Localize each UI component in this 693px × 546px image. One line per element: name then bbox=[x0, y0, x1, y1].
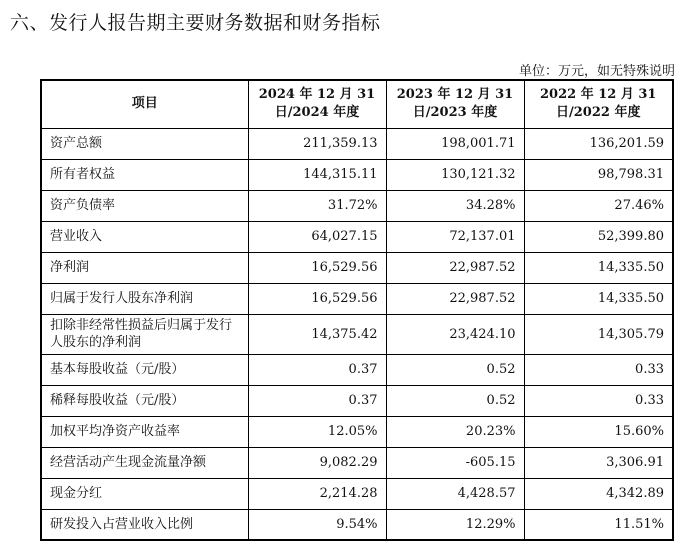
page-title: 六、发行人报告期主要财务数据和财务指标 bbox=[10, 12, 381, 34]
value-2024: 0.37 bbox=[248, 385, 386, 416]
value-2023: -605.15 bbox=[386, 447, 524, 478]
value-2023: 20.23% bbox=[386, 416, 524, 447]
value-2022: 52,399.80 bbox=[524, 221, 673, 252]
table-row bbox=[41, 447, 673, 478]
row-label: 所有者权益 bbox=[41, 159, 248, 190]
table-row bbox=[41, 354, 673, 385]
table-row bbox=[41, 252, 673, 283]
value-2024: 31.72% bbox=[248, 190, 386, 221]
value-2024: 16,529.56 bbox=[248, 283, 386, 314]
row-label: 研发投入占营业收入比例 bbox=[41, 509, 248, 540]
row-label: 营业收入 bbox=[41, 221, 248, 252]
table-row bbox=[41, 416, 673, 447]
value-2023: 23,424.10 bbox=[386, 314, 524, 354]
header-2022: 2022 年 12 月 31 日/2022 年度 bbox=[524, 80, 673, 128]
value-2024: 9.54% bbox=[248, 509, 386, 540]
row-label: 经营活动产生现金流量净额 bbox=[41, 447, 248, 478]
value-2023: 0.52 bbox=[386, 385, 524, 416]
value-2024: 14,375.42 bbox=[248, 314, 386, 354]
table-header-row bbox=[41, 80, 673, 128]
value-2023: 4,428.57 bbox=[386, 478, 524, 509]
financial-table bbox=[40, 79, 674, 541]
table-row bbox=[41, 159, 673, 190]
value-2023: 12.29% bbox=[386, 509, 524, 540]
value-2022: 136,201.59 bbox=[524, 128, 673, 159]
value-2022: 3,306.91 bbox=[524, 447, 673, 478]
value-2022: 0.33 bbox=[524, 385, 673, 416]
value-2023: 0.52 bbox=[386, 354, 524, 385]
row-label: 资产总额 bbox=[41, 128, 248, 159]
value-2022: 0.33 bbox=[524, 354, 673, 385]
value-2024: 16,529.56 bbox=[248, 252, 386, 283]
value-2022: 11.51% bbox=[524, 509, 673, 540]
value-2024: 211,359.13 bbox=[248, 128, 386, 159]
table-row bbox=[41, 478, 673, 509]
table-row bbox=[41, 385, 673, 416]
value-2022: 14,335.50 bbox=[524, 252, 673, 283]
value-2024: 64,027.15 bbox=[248, 221, 386, 252]
value-2023: 22,987.52 bbox=[386, 252, 524, 283]
row-label: 扣除非经常性损益后归属于发行人股东的净利润 bbox=[41, 314, 248, 354]
header-2023: 2023 年 12 月 31 日/2023 年度 bbox=[386, 80, 524, 128]
row-label: 现金分红 bbox=[41, 478, 248, 509]
table-row bbox=[41, 509, 673, 540]
header-item: 项目 bbox=[41, 80, 248, 128]
unit-note: 单位：万元，如无特殊说明 bbox=[518, 64, 675, 79]
value-2022: 14,335.50 bbox=[524, 283, 673, 314]
table-row bbox=[41, 190, 673, 221]
value-2023: 198,001.71 bbox=[386, 128, 524, 159]
value-2022: 27.46% bbox=[524, 190, 673, 221]
header-2024: 2024 年 12 月 31 日/2024 年度 bbox=[248, 80, 386, 128]
value-2024: 0.37 bbox=[248, 354, 386, 385]
row-label: 归属于发行人股东净利润 bbox=[41, 283, 248, 314]
value-2023: 34.28% bbox=[386, 190, 524, 221]
table-row bbox=[41, 283, 673, 314]
value-2022: 14,305.79 bbox=[524, 314, 673, 354]
value-2024: 12.05% bbox=[248, 416, 386, 447]
value-2024: 144,315.11 bbox=[248, 159, 386, 190]
row-label: 稀释每股收益（元/股） bbox=[41, 385, 248, 416]
value-2023: 22,987.52 bbox=[386, 283, 524, 314]
table-row bbox=[41, 221, 673, 252]
value-2024: 9,082.29 bbox=[248, 447, 386, 478]
value-2022: 15.60% bbox=[524, 416, 673, 447]
value-2024: 2,214.28 bbox=[248, 478, 386, 509]
row-label: 加权平均净资产收益率 bbox=[41, 416, 248, 447]
value-2023: 130,121.32 bbox=[386, 159, 524, 190]
value-2022: 4,342.89 bbox=[524, 478, 673, 509]
row-label: 净利润 bbox=[41, 252, 248, 283]
row-label: 资产负债率 bbox=[41, 190, 248, 221]
row-label: 基本每股收益（元/股） bbox=[41, 354, 248, 385]
value-2022: 98,798.31 bbox=[524, 159, 673, 190]
value-2023: 72,137.01 bbox=[386, 221, 524, 252]
table-row bbox=[41, 128, 673, 159]
table-row bbox=[41, 314, 673, 354]
